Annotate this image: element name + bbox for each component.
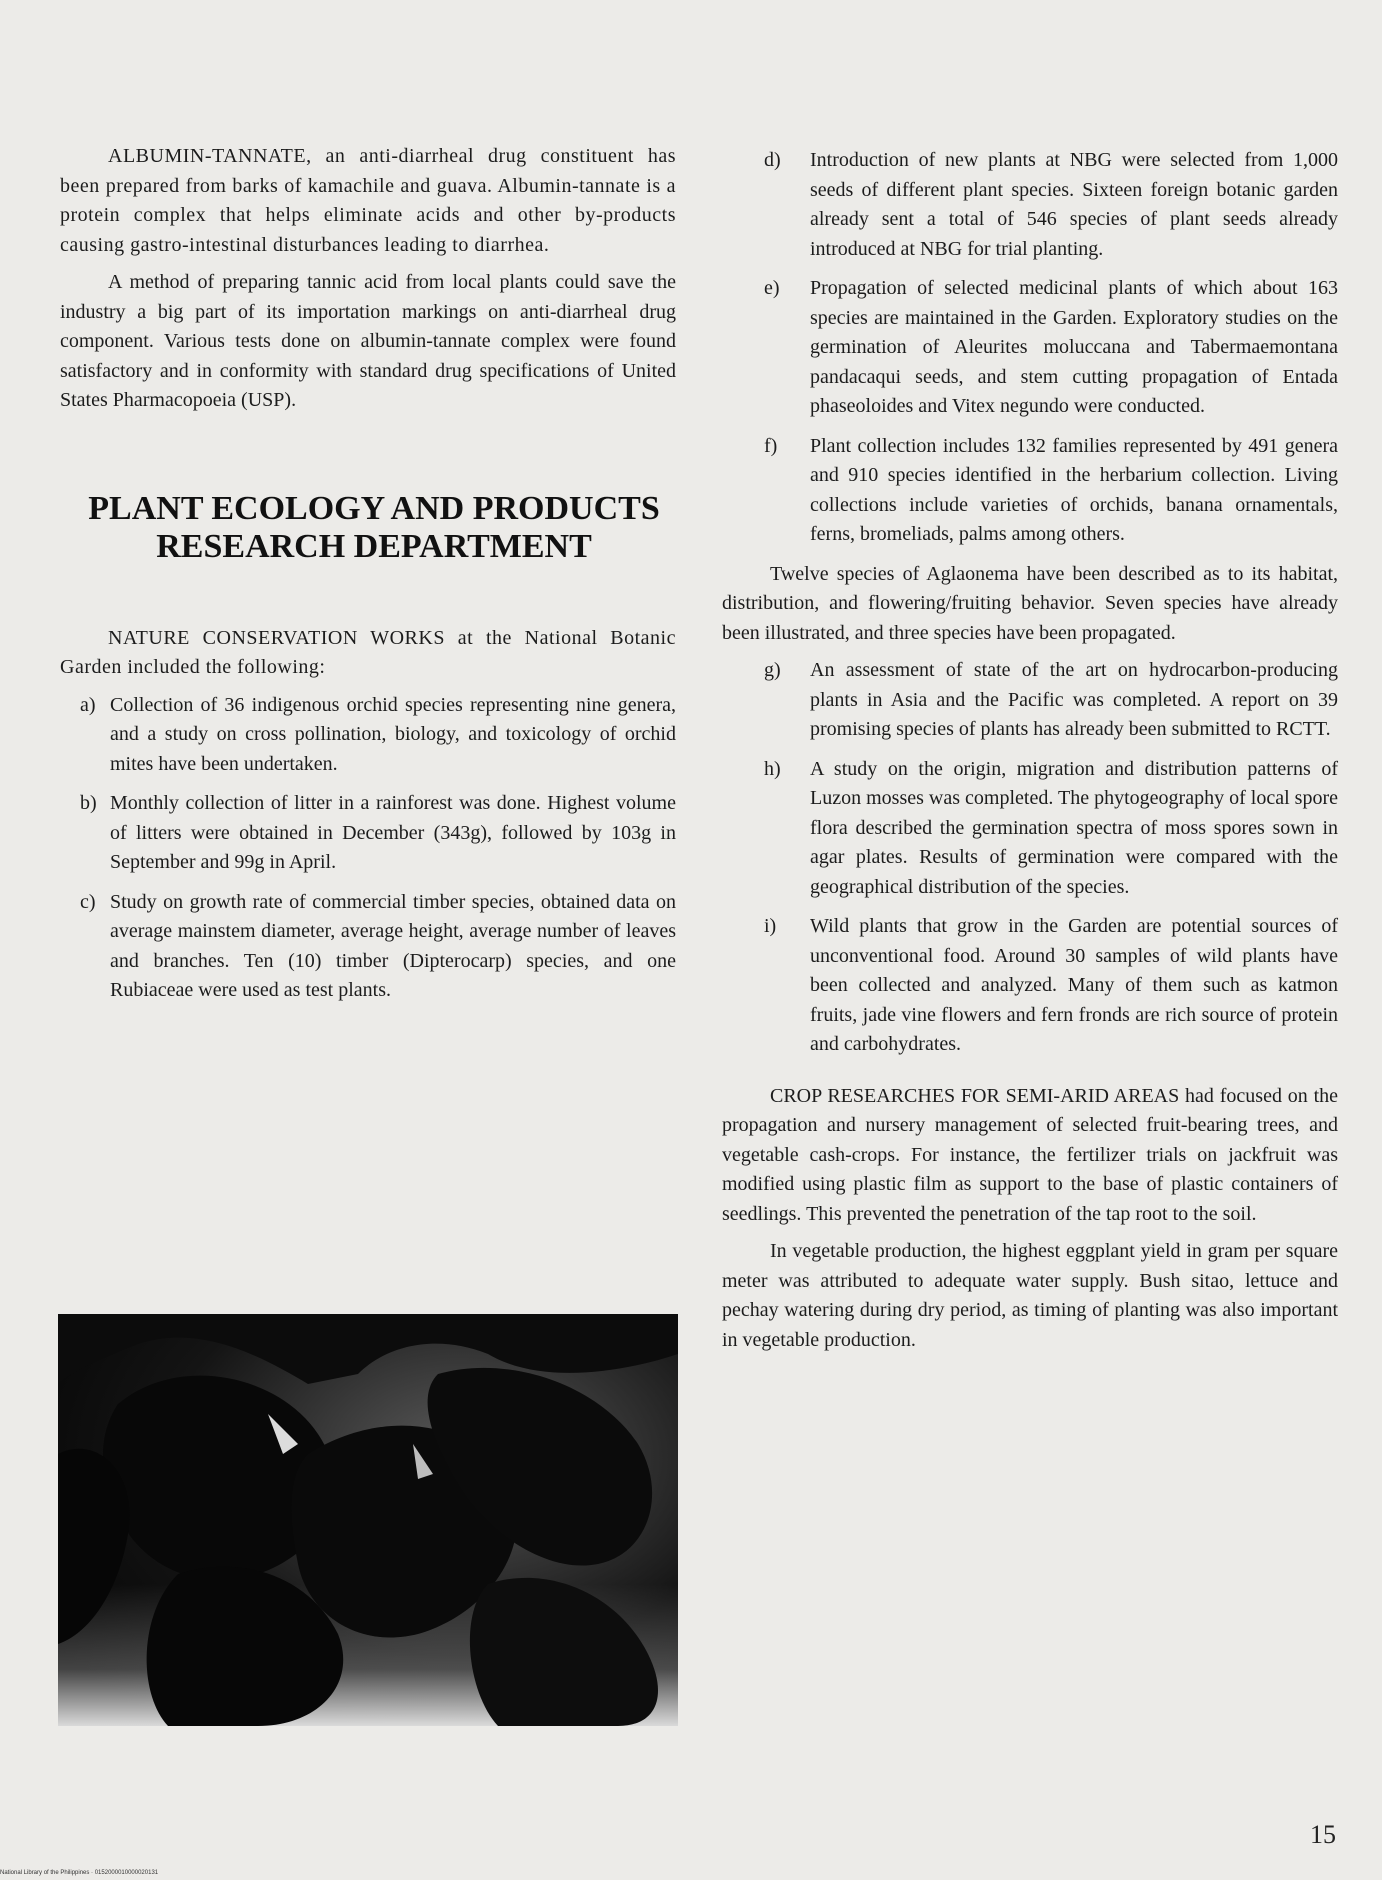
right-column bbox=[722, 146, 1338, 1363]
list-item bbox=[60, 691, 676, 780]
list-item-marker: e) bbox=[764, 277, 780, 299]
list-item-text: Introduction of new plants at NBG were selected from 1,000 seeds of different plant species. Sixteen foreign botanic garden already sent a total of 546 species of plant seeds already introduced at NBG for trial planting. bbox=[810, 149, 1338, 260]
section-heading: PLANT ECOLOGY AND PRODUCTS RESEARCH DEPARTMENT bbox=[88, 489, 660, 565]
list-item-marker: i) bbox=[764, 915, 777, 937]
list-item-marker: h) bbox=[764, 757, 781, 780]
page-number: 15 bbox=[1310, 1820, 1336, 1849]
list-item-text: Propagation of selected medicinal plants of which about 163 species are maintained in the Garden. Exploratory studies on the germination of Aleurites moluccana and Tabermaemontana pandacaqui seeds, and stem cutting propagation of Entada phaseoloides and Vitex negundo were conducted. bbox=[810, 277, 1338, 417]
list-item-marker: b) bbox=[80, 792, 97, 814]
albumin-tannate-paragraph: ALBUMIN-TANNATE, an anti-diarrheal drug constituent has been prepared from barks of kamachile and guava. Albumin-tannate is a protein complex that helps eliminate acids and other by-products causing gastro-intestinal disturbances leading to diarrhea. bbox=[60, 145, 676, 256]
vegetable-production-paragraph: In vegetable production, the highest eggplant yield in gram per square meter was attributed to adequate water supply. Bush sitao, lettuce and pechay watering during dry period, as timing of planting was also important in vegetable production. bbox=[722, 1240, 1338, 1351]
aglaonema-paragraph: Twelve species of Aglaonema have been described as to its habitat, distribution, and flowering/fruiting behavior. Seven species have already been illustrated, and three species have been propagated. bbox=[722, 562, 1338, 644]
list-item-text: Wild plants that grow in the Garden are potential sources of unconventional food. Around 30 samples of wild plants have been collected and analyzed. Many of them such as katmon fruits, jade vine flowers and fern fronds are rich source of protein and carbohydrates. bbox=[810, 915, 1338, 1055]
list-item bbox=[722, 656, 1338, 745]
list-item-text: Monthly collection of litter in a rainforest was done. Highest volume of litters were obtained in December (343g), followed by 103g in September and 99g in April. bbox=[110, 792, 676, 873]
left-column bbox=[60, 142, 676, 1016]
crop-researches-paragraph: CROP RESEARCHES FOR SEMI-ARID AREAS had focused on the propagation and nursery management of selected fruit-bearing trees, and vegetable cash-crops. For instance, the fertilizer trials on jackfruit was modified using plastic film as support to the base of plastic containers of seedlings. This prevented the penetration of the tap root to the soil. bbox=[722, 1084, 1338, 1225]
list-item-marker: c) bbox=[80, 890, 96, 913]
list-item-marker: d) bbox=[764, 149, 781, 171]
conservation-list bbox=[60, 691, 676, 1006]
list-item bbox=[722, 432, 1338, 550]
list-item-marker: f) bbox=[764, 434, 778, 457]
list-item bbox=[60, 789, 676, 878]
orchid-photograph bbox=[58, 1314, 678, 1726]
library-footer-stamp: National Library of the Philippines · 0152000010000020131 bbox=[0, 1870, 159, 1876]
list-item-text: Plant collection includes 132 families represented by 491 genera and 910 species identified in the herbarium collection. Living collections include varieties of orchids, banana ornamentals, ferns, bromeliads, palms among others. bbox=[810, 434, 1338, 545]
list-item-text: Collection of 36 indigenous orchid species representing nine genera, and a study on cross pollination, biology, and toxicology of orchid mites have been undertaken. bbox=[110, 693, 676, 775]
orchid-silhouette-image bbox=[58, 1314, 678, 1726]
list-item bbox=[722, 274, 1338, 422]
list-item-text: Study on growth rate of commercial timber species, obtained data on average mainstem diameter, average height, average number of leaves and branches. Ten (10) timber (Dipterocarp) species, and one Rubiaceae were used as test plants. bbox=[110, 890, 676, 1001]
nature-conservation-paragraph: NATURE CONSERVATION WORKS at the National Botanic Garden included the following: bbox=[60, 626, 676, 678]
list-item bbox=[60, 888, 676, 1006]
nbg-activities-list bbox=[722, 146, 1338, 550]
list-item bbox=[722, 146, 1338, 264]
tannic-acid-paragraph: A method of preparing tannic acid from local plants could save the industry a big part of its importation markings on anti-diarrheal drug component. Various tests done on albumin-tannate complex were found satisfactory and in conformity with standard drug specifications of United States Pharmacopoeia (USP). bbox=[60, 271, 676, 411]
list-item-text: A study on the origin, migration and distribution patterns of Luzon mosses was completed. The phytogeography of local spore flora described the germination spectra of moss spores sown in agar plates. Results of germination were compared with the geographical distribution of the species. bbox=[810, 757, 1338, 898]
list-item-marker: g) bbox=[764, 659, 781, 681]
list-item-marker: a) bbox=[80, 693, 96, 716]
list-item bbox=[722, 912, 1338, 1060]
research-list bbox=[722, 656, 1338, 1060]
list-item-text: An assessment of state of the art on hydrocarbon-producing plants in Asia and the Pacific was completed. A report on 39 promising species of plants has already been submitted to RCTT. bbox=[810, 659, 1338, 740]
list-item bbox=[722, 755, 1338, 903]
